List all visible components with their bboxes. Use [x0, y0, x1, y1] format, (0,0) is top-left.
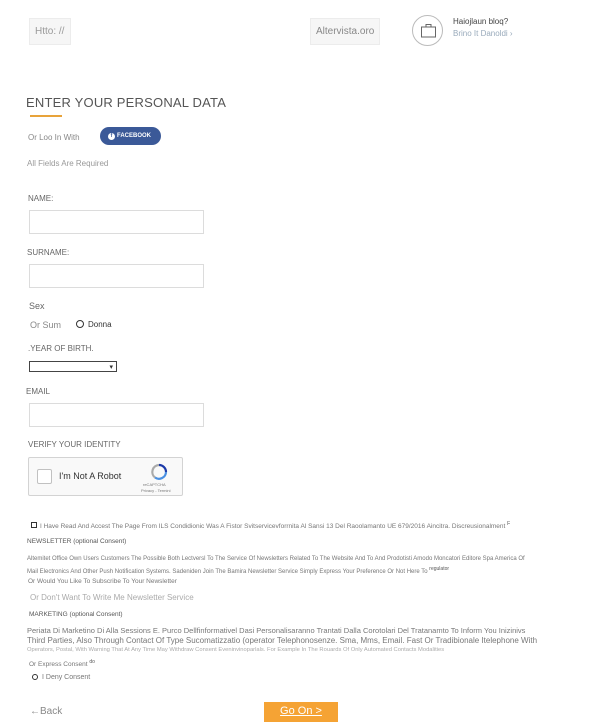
newsletter-text-line-2-body: Mail Electronics And Other Push Notification Systems. Sadeniden Join The Bamira Newsletter Service Simply Express Your Preference Or Not Here To: [27, 569, 428, 575]
marketing-yes-option[interactable]: [29, 659, 95, 668]
privacy-mark: F: [507, 521, 511, 527]
privacy-checkbox[interactable]: [31, 522, 37, 528]
facebook-login-button[interactable]: [100, 127, 161, 145]
privacy-text-body: I Have Read And Accest The Page From ILS Condidionic Was A Fistor Svitservicevforrnita Al Sansi 13 Del Raoolamanto UE 679/2016 Aincitra. Discreusionalment: [40, 523, 506, 531]
required-note: All Fields Are Required: [27, 159, 109, 168]
surname-label: SURNAME:: [27, 248, 70, 257]
recaptcha-brand: reCAPTCHA: [143, 482, 166, 487]
marketing-yes-mark: do: [89, 659, 95, 665]
facebook-label: FACEBOOK: [117, 133, 152, 139]
title-underline: [30, 115, 62, 117]
newsletter-mark: regulator: [429, 566, 450, 572]
sex-option-2-radio[interactable]: [76, 320, 84, 328]
email-input[interactable]: [29, 403, 204, 427]
recaptcha-checkbox[interactable]: [37, 469, 52, 484]
email-label: EMAIL: [26, 387, 51, 396]
marketing-text-line-3: Operators, Postal, With Warning That At Any Time May Withdraw Consent Eveninvinoparlals. For Example In The Rouards Of Only Automated Contacts Modalities: [27, 647, 445, 653]
top-bar: [0, 0, 610, 62]
recaptcha-terms[interactable]: Privacy - Termini: [141, 488, 171, 493]
login-with-label: Or Loo In With: [28, 133, 80, 142]
sex-option-2-label[interactable]: Donna: [88, 320, 112, 329]
back-link[interactable]: ←Back: [30, 706, 63, 717]
newsletter-text-line-1: Altemitet Office Own Users Customers The Possible Both Lectversl To The Service Of Newsletters Related To The Website And To And Prodotisti Amodo Moncatori Editore Spa America Of: [27, 556, 525, 562]
facebook-icon: f: [108, 133, 115, 140]
blog-link[interactable]: Brino It Danoldi ›: [453, 29, 513, 38]
url-domain-field[interactable]: Altervista.oro: [310, 18, 380, 45]
name-label: NAME:: [28, 194, 54, 203]
sex-option-1[interactable]: Or Sum: [30, 320, 62, 330]
newsletter-no-option[interactable]: Or Don't Want To Write Me Newsletter Service: [30, 593, 194, 602]
privacy-text: [40, 521, 510, 530]
name-input[interactable]: [29, 210, 204, 234]
marketing-text-line-2: Third Parties, Also Through Contact Of Type Sucomatizzatio (operator Telephonosenze. Sma, Mms, Email. Fast Or Tradibionale Itelephone With: [27, 636, 538, 645]
marketing-yes-label[interactable]: Or Express Consent: [29, 661, 88, 669]
year-of-birth-select[interactable]: [29, 361, 117, 372]
recaptcha-label: I'm Not A Robot: [59, 471, 122, 481]
url-prefix-field[interactable]: Htto: //: [29, 18, 71, 45]
blog-question: Haiojlaun bloq?: [453, 17, 509, 26]
year-of-birth-label: .YEAR OF BIRTH.: [28, 344, 94, 353]
briefcase-icon[interactable]: [412, 15, 443, 46]
newsletter-yes-option[interactable]: Or Would You Like To Subscribe To Your Newsletter: [28, 578, 177, 585]
newsletter-heading: NEWSLETTER (optional Consent): [27, 538, 127, 545]
newsletter-text-line-2: [27, 566, 449, 575]
surname-input[interactable]: [29, 264, 204, 288]
sex-label: Sex: [29, 301, 45, 311]
marketing-no-option[interactable]: I Deny Consent: [42, 674, 91, 681]
marketing-no-radio[interactable]: [32, 674, 38, 680]
go-on-button[interactable]: Go On >: [264, 702, 338, 722]
page-title: ENTER YOUR PERSONAL DATA: [26, 95, 227, 110]
chevron-down-icon: ▾: [109, 364, 113, 371]
marketing-text-line-1: Periata Di Marketino Di Alla Sessions E. Purco Dellfinformativel Dasi Personalisaranno Trantati Dalla Corotolari Del Tratanamto To Inform You Inizinivs: [27, 626, 526, 635]
verify-identity-label: VERIFY YOUR IDENTITY: [28, 440, 121, 449]
recaptcha-widget: [28, 457, 183, 496]
marketing-heading: MARKETING (optional Consent): [29, 611, 123, 618]
